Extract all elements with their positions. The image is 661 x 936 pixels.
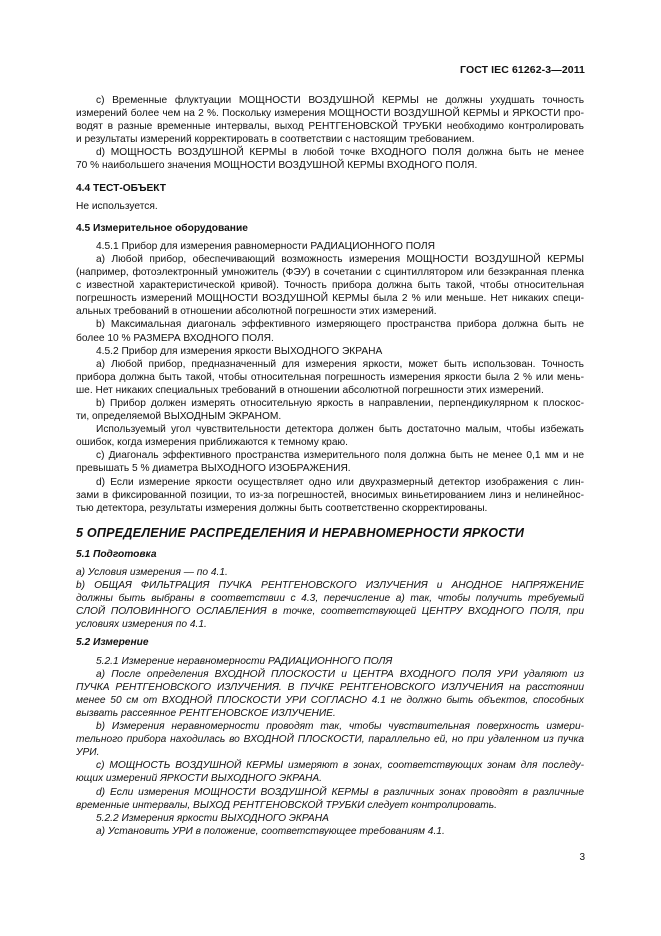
paragraph-4-5-2-d: d) Если измерение яркости осуществляет одно или двухразмерный детектор изображения с лин- зами в фиксированной позиции, то из-за погрешностей, вносимых виньетированием линз и нелинейнос- тью детектора, результаты измерения должны быть соответственно скорректированы. bbox=[76, 476, 584, 514]
paragraph-5-2-1-c: c) МОЩНОСТЬ ВОЗДУШНОЙ КЕРМЫ измеряют в зонах, соответствующих зонам для последу- ющих измерений ЯРКОСТИ ВЫХОДНОГО ЭКРАНА. bbox=[76, 760, 584, 785]
paragraph-c: c) Временные флуктуации МОЩНОСТИ ВОЗДУШНОЙ КЕРМЫ не должны ухудшать точность измерений более чем на 2 %. Поскольку измерения МОЩНОСТИ ВОЗДУШНОЙ КЕРМЫ и ЯРКОСТИ про- водят в разные временные интервалы, выход РЕНТГЕНОВСКОЙ ТРУБКИ необходимо контролировать и результаты измерений корректировать в соответствии с настоящим требованием. bbox=[76, 95, 584, 146]
paragraph-4-5-2-c: c) Диагональ эффективного пространства измерительного поля должна быть не менее 0,1 мм и не превышать 5 % диаметра ВЫХОДНОГО ИЗОБРАЖЕНИЯ. bbox=[76, 450, 584, 475]
heading-5-2-2: 5.2.2 Измерения яркости ВЫХОДНОГО ЭКРАНА bbox=[96, 812, 329, 824]
heading-4-5: 4.5 Измерительное оборудование bbox=[76, 222, 248, 234]
page-number: 3 bbox=[579, 852, 585, 863]
paragraph-d: d) МОЩНОСТЬ ВОЗДУШНОЙ КЕРМЫ в любой точке ВХОДНОГО ПОЛЯ должна быть не менее 70 % наибольшего значения МОЩНОСТИ ВОЗДУШНОЙ КЕРМЫ ВХОДНОГО ПОЛЯ. bbox=[76, 147, 584, 172]
paragraph-4-5-2-b-note: Используемый угол чувствительности детектора должен быть достаточно малым, чтобы избежать ошибок, когда измерения приближаются к темному краю. bbox=[76, 424, 584, 449]
paragraph-5-2-1-d: d) Если измерения МОЩНОСТИ ВОЗДУШНОЙ КЕРМЫ в различных зонах проводят в различные временные интервалы, ВЫХОД РЕНТГЕНОВСКОЙ ТРУБКИ следует контролировать. bbox=[76, 786, 584, 811]
paragraph-4-4: Не используется. bbox=[76, 200, 158, 212]
paragraph-5-1-b: b) ОБЩАЯ ФИЛЬТРАЦИЯ ПУЧКА РЕНТГЕНОВСКОГО ИЗЛУЧЕНИЯ и АНОДНОЕ НАПРЯЖЕНИЕ должны быть выбраны в соответствии с 4.3, перечисление a) так, чтобы получить требуемый СЛОЙ ПОЛОВИННОГО ОСЛАБЛЕНИЯ в точке, соответствующей ЦЕНТРУ ВХОДНОГО ПОЛЯ, при условиях измерения по 4.1. bbox=[76, 580, 584, 631]
paragraph-5-1-a: a) Условия измерения — по 4.1. bbox=[76, 567, 228, 578]
heading-5-2: 5.2 Измерение bbox=[76, 637, 149, 649]
paragraph-5-2-1-a: a) После определения ВХОДНОЙ ПЛОСКОСТИ и ЦЕНТРА ВХОДНОГО ПОЛЯ УРИ удаляют из ПУЧКА РЕНТГЕНОВСКОГО ИЗЛУЧЕНИЯ. В ПУЧКЕ РЕНТГЕНОВСКОГО ИЗЛУЧЕНИЯ на расстоянии менее 50 см от ВХОДНОЙ ПЛОСКОСТИ УРИ СОГЛАСНО 4.1 не должно быть объектов, способных вызвать рассеянное РЕНТГЕНОВСКОЕ ИЗЛУЧЕНИЕ. bbox=[76, 668, 584, 719]
section-5-title: 5 ОПРЕДЕЛЕНИЕ РАСПРЕДЕЛЕНИЯ И НЕРАВНОМЕРНОСТИ ЯРКОСТИ bbox=[76, 525, 525, 540]
heading-5-2-1: 5.2.1 Измерение неравномерности РАДИАЦИОННОГО ПОЛЯ bbox=[96, 655, 393, 667]
paragraph-4-5-1-a: a) Любой прибор, обеспечивающий возможность измерения МОЩНОСТИ ВОЗДУШНОЙ КЕРМЫ (например, фотоэлектронный умножитель (ФЭУ) в сочетании с сцинтиллятором или безэкранная пленка с известной характеристической кривой). Точность прибора должна быть такой, чтобы относительная погрешность измерений МОЩНОСТИ ВОЗДУШНОЙ КЕРМЫ была 2 % или меньше. Нет никаких специ- альных требований в отношении абсолютной погрешности этих измерений. bbox=[76, 253, 584, 318]
paragraph-4-5-1-b: b) Максимальная диагональ эффективного измеряющего пространства прибора должна быть не более 10 % РАЗМЕРА ВХОДНОГО ПОЛЯ. bbox=[76, 319, 584, 344]
standard-header: ГОСТ IEC 61262-3—2011 bbox=[460, 64, 585, 76]
heading-4-4: 4.4 ТЕСТ-ОБЪЕКТ bbox=[76, 182, 166, 194]
paragraph-5-2-2-a: a) Установить УРИ в положение, соответствующее требованиям 4.1. bbox=[96, 825, 445, 837]
heading-5-1: 5.1 Подготовка bbox=[76, 548, 157, 560]
heading-4-5-2: 4.5.2 Прибор для измерения яркости ВЫХОДНОГО ЭКРАНА bbox=[96, 345, 383, 357]
paragraph-4-5-2-b: b) Прибор должен измерять относительную яркость в направлении, перпендикулярном к плоскос- ти, определяемой ВЫХОДНЫМ ЭКРАНОМ. bbox=[76, 397, 584, 423]
document-body bbox=[76, 94, 584, 838]
paragraph-4-5-2-a: a) Любой прибор, предназначенный для измерения яркости, может быть использован. Точность прибора должна быть такой, чтобы относительная погрешность измерения яркости была 2 % или мень- ше. Нет никаких специальных требований в отношении абсолютной погрешности этих измерений. bbox=[76, 358, 584, 396]
heading-4-5-1: 4.5.1 Прибор для измерения равномерности РАДИАЦИОННОГО ПОЛЯ bbox=[96, 240, 435, 252]
paragraph-5-2-1-b: b) Измерения неравномерности проводят так, чтобы чувствительная поверхность измери- тельного прибора находилась во ВХОДНОЙ ПЛОСКОСТИ, параллельно ей, но при удаленном из пучка УРИ. bbox=[76, 721, 584, 759]
